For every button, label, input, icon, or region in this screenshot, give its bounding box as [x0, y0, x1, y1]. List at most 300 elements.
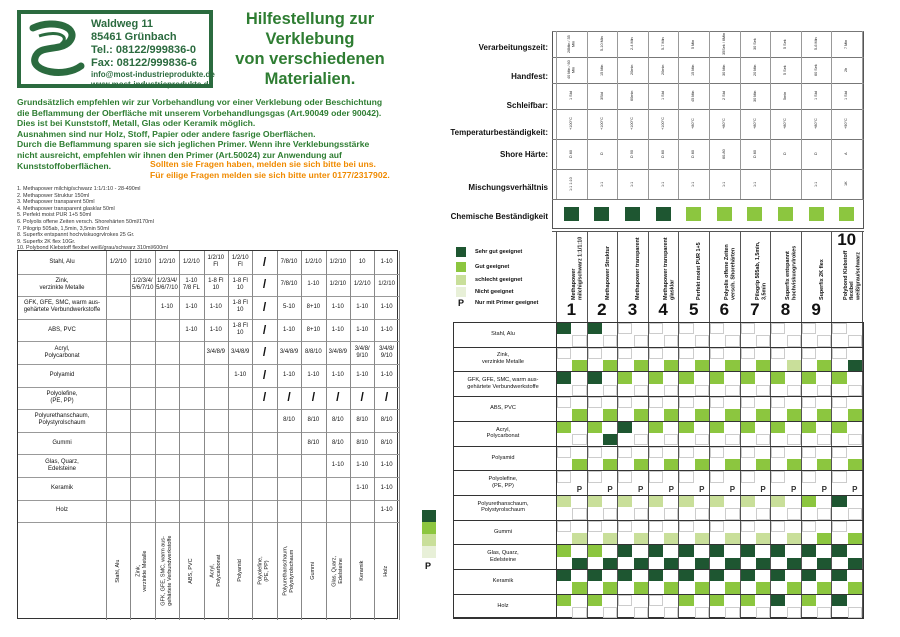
- left-matrix-cell: 8/10: [380, 439, 393, 446]
- suitability-cell: [634, 360, 648, 371]
- left-matrix-cell: 1-8 Fl 10: [232, 323, 248, 337]
- suitability-cell: [710, 496, 724, 507]
- left-matrix-cell: 1-10: [234, 371, 247, 378]
- suitability-cell: [817, 533, 831, 544]
- suitability-cell: [572, 409, 586, 420]
- suitability-cell: [787, 459, 801, 470]
- suitability-cell: [695, 582, 709, 593]
- left-matrix-cell: 1-10: [356, 462, 369, 469]
- suitability-cell: [756, 360, 770, 371]
- suitability-cell: [649, 521, 663, 532]
- property-value: 1:1: [630, 181, 635, 187]
- suitability-cell: [618, 570, 632, 581]
- suitability-cell: [588, 372, 602, 383]
- left-matrix-cell: 1-10: [380, 507, 393, 514]
- suitability-cell: [802, 397, 816, 408]
- product-number: 1: [566, 300, 577, 319]
- suitability-cell: [618, 323, 632, 334]
- suitability-cell: [725, 558, 739, 569]
- suitability-cell: [817, 434, 831, 445]
- left-matrix-cell: /: [384, 390, 389, 405]
- suitability-cell: [557, 521, 571, 532]
- left-matrix-cell: 8/10: [331, 439, 344, 446]
- product-number: 9: [811, 300, 821, 319]
- suitability-cell: [817, 508, 831, 519]
- suitability-cell: [802, 471, 816, 482]
- suitability-cell: [588, 471, 602, 482]
- left-col-label: Polyamid: [236, 559, 243, 583]
- suitability-cell: [588, 397, 602, 408]
- property-col-divider: [678, 31, 679, 199]
- left-matrix-cell: 1-10: [307, 281, 320, 288]
- suitability-cell: [848, 508, 862, 519]
- left-matrix-cell: 10: [358, 258, 366, 265]
- property-value: 5-6 Min: [813, 37, 818, 51]
- suitability-cell: [787, 434, 801, 445]
- suitability-cell: [771, 372, 785, 383]
- property-value: 2 Std: [722, 91, 727, 101]
- grid-row-divider: [453, 618, 864, 619]
- legend-swatch: [456, 275, 466, 285]
- suitability-cell: [618, 521, 632, 532]
- suitability-cell: [741, 422, 755, 433]
- product-number: 4: [658, 300, 668, 319]
- left-col-label: Glas, Quarz, Edelsteine: [331, 555, 344, 587]
- suitability-cell: [802, 521, 816, 532]
- suitability-cell: [664, 558, 678, 569]
- property-value: 1K: [844, 181, 849, 187]
- legend-swatch: [456, 247, 466, 257]
- suitability-cell: [756, 385, 770, 396]
- property-value: 45 Min: [691, 90, 696, 102]
- suitability-cell: [741, 348, 755, 359]
- suitability-cell: [664, 335, 678, 346]
- suitability-cell: [679, 323, 693, 334]
- property-value: +80°C: [722, 118, 727, 130]
- suitability-cell: [618, 348, 632, 359]
- product-column-name: Polyolis offene Zeiten versch. Shorehärten: [724, 244, 737, 300]
- property-value: 5min: [783, 91, 788, 101]
- suitability-cell: [557, 545, 571, 556]
- grid-row-label: GFK, GFE, SMC, warm aus- gehärtete Verbundwerkstoffe: [467, 377, 539, 390]
- suitability-cell: [603, 434, 617, 445]
- suitability-cell: [771, 595, 785, 606]
- suitability-cell: [802, 447, 816, 458]
- property-label: Handfest:: [511, 72, 548, 81]
- left-matrix-cell: 1-10: [185, 303, 198, 310]
- product-column-name: Polybond Klebstoff flexibel weiß/grau/schwarz: [843, 250, 862, 300]
- suitability-cell: [817, 459, 831, 470]
- grid-row-label: Zink, verzinkte Metalle: [482, 352, 524, 366]
- property-value: D 80: [752, 149, 757, 159]
- suitability-cell: [572, 533, 586, 544]
- suitability-cell: P: [848, 484, 862, 495]
- product-number: 8: [780, 300, 791, 319]
- property-value: 60min: [630, 90, 635, 102]
- product-list-item: 4. Methapower transparent glasklar 50ml: [17, 205, 115, 212]
- property-col-divider: [831, 31, 832, 199]
- product-number: 6: [719, 300, 730, 319]
- suitability-cell: [664, 508, 678, 519]
- property-value: +80°C: [752, 118, 757, 130]
- chemical-resistance-swatch: [809, 207, 824, 221]
- property-value: 15 Min: [691, 64, 696, 76]
- product-list-item: 5. Perfekt moist PUR 1+5 50ml: [17, 212, 92, 219]
- property-col-divider: [617, 31, 618, 199]
- suitability-cell: [787, 360, 801, 371]
- left-matrix-cell: /: [262, 345, 267, 360]
- suitability-cell: [557, 422, 571, 433]
- product-column-name: Pilogrip 505ab, 1,5min, 3,5min: [754, 241, 767, 300]
- suitability-cell: [603, 533, 617, 544]
- property-value: A: [844, 152, 849, 156]
- left-matrix-cell: 1-10: [356, 371, 369, 378]
- property-value: 1:1: [691, 181, 696, 187]
- property-value: +100°C: [599, 117, 604, 131]
- suitability-cell: [848, 459, 862, 470]
- left-col-label: Acryl, Polycarbonat: [209, 555, 222, 588]
- suitability-cell: [603, 558, 617, 569]
- phone: Tel.: 08122/999836-0: [91, 44, 196, 56]
- product-number: 2: [597, 300, 607, 319]
- suitability-cell: [741, 545, 755, 556]
- suitability-cell: [756, 508, 770, 519]
- left-matrix-cell: /: [336, 390, 340, 405]
- suitability-cell: [695, 434, 709, 445]
- property-value: 35Sek / 6Min: [722, 32, 727, 56]
- suitability-cell: [725, 409, 739, 420]
- suitability-cell: [771, 545, 785, 556]
- property-value: 1:1: [752, 181, 757, 187]
- left-col-label: Polyurethanschaum, Polystyrolschaum: [282, 546, 295, 597]
- legend-swatch: [456, 262, 466, 272]
- suitability-cell: [771, 422, 785, 433]
- suitability-cell: [664, 607, 678, 618]
- suitability-cell: [756, 558, 770, 569]
- grid-row-label: Holz: [497, 602, 509, 609]
- suitability-cell: P: [817, 484, 831, 495]
- suitability-cell: [802, 372, 816, 383]
- left-matrix-cell: 1-10: [331, 462, 344, 469]
- left-matrix-cell: /: [262, 390, 267, 405]
- property-value: 20min: [660, 64, 665, 76]
- property-value: 26Min / 35 Min: [566, 35, 576, 53]
- left-matrix-cell: 1/2/10: [158, 258, 176, 265]
- suitability-cell: [588, 496, 602, 507]
- suitability-cell: [679, 521, 693, 532]
- suitability-cell: [725, 360, 739, 371]
- suitability-cell: [695, 360, 709, 371]
- suitability-cell: [695, 385, 709, 396]
- left-matrix-cell: 1-8 Fl 10: [232, 300, 248, 314]
- left-matrix-cell: 1-10: [356, 484, 369, 491]
- suitability-cell: [588, 348, 602, 359]
- suitability-cell: [664, 385, 678, 396]
- suitability-cell: [572, 558, 586, 569]
- property-value: D 80: [691, 149, 696, 159]
- title-line: von verschiedenen: [235, 50, 385, 68]
- property-value: 5 Sek: [783, 39, 788, 49]
- suitability-cell: [787, 385, 801, 396]
- grid-row-label: Polyamid: [491, 454, 515, 461]
- property-value: 5-7 Min: [660, 37, 665, 51]
- left-matrix-cell: 8/10: [356, 439, 369, 446]
- suitability-cell: [557, 447, 571, 458]
- suitability-cell: [787, 508, 801, 519]
- product-column-name: Methapower transparent glasklar: [662, 237, 676, 300]
- property-value: 60-80: [722, 149, 727, 159]
- suitability-cell: [618, 372, 632, 383]
- email-link[interactable]: info@most-industrieprodukte.de: [91, 70, 215, 79]
- suitability-cell: [603, 508, 617, 519]
- suitability-cell: P: [603, 484, 617, 495]
- suitability-cell: [557, 372, 571, 383]
- suitability-cell: [817, 558, 831, 569]
- property-value: 1:1: [599, 181, 604, 187]
- left-matrix-cell: 1-10: [380, 303, 393, 310]
- chemical-resistance-swatch: [839, 207, 854, 221]
- suitability-cell: [679, 595, 693, 606]
- suitability-cell: [634, 385, 648, 396]
- suitability-cell: [618, 397, 632, 408]
- left-row-label: GFK, GFE, SMC, warm aus- gehärtete Verbundwerkstoffe: [23, 300, 101, 314]
- property-value: 20min: [630, 64, 635, 76]
- property-value: 1 Std: [813, 91, 818, 101]
- suitability-cell: [848, 582, 862, 593]
- left-matrix-cell: 7/8/10: [280, 281, 298, 288]
- suitability-cell: [832, 397, 846, 408]
- suitability-cell: [832, 323, 846, 334]
- suitability-cell: [649, 496, 663, 507]
- property-value: 1 Std: [569, 91, 574, 101]
- grid-row-label: Gummi: [493, 528, 513, 535]
- left-matrix-cell: /: [262, 322, 267, 337]
- suitability-cell: [603, 335, 617, 346]
- suitability-cell: [588, 323, 602, 334]
- left-row-label: Gummi: [52, 439, 72, 446]
- suitability-cell: [634, 533, 648, 544]
- intro-line: Grundsätzlich empfehlen wir zur Vorbehandlung vor einer Verklebung oder Beschichtung: [17, 97, 383, 107]
- left-row-label: Zink, verzinkte Metalle: [39, 277, 85, 291]
- suitability-cell: [725, 533, 739, 544]
- intro-line: Durch die Beflammung sparen sie sich jeglichen Primer. Wenn ihre Verklebungsstärke: [17, 139, 370, 150]
- left-matrix-cell: /: [262, 367, 267, 382]
- property-value: 1:1: [660, 181, 665, 187]
- suitability-cell: [618, 447, 632, 458]
- suitability-cell: [618, 496, 632, 507]
- property-value: 1:1 1:10: [569, 177, 574, 191]
- suitability-cell: [664, 459, 678, 470]
- suitability-cell: [618, 595, 632, 606]
- left-matrix-cell: 8/10: [356, 416, 369, 423]
- suitability-cell: [695, 607, 709, 618]
- product-column-name: Superfix 2K flex: [818, 259, 825, 300]
- suitability-cell: [802, 422, 816, 433]
- suitability-cell: [664, 434, 678, 445]
- title-line: Materialien.: [264, 70, 356, 88]
- suitability-cell: [832, 570, 846, 581]
- suitability-cell: [832, 348, 846, 359]
- left-matrix-cell: 1/2/10: [378, 281, 395, 288]
- suitability-cell: [679, 397, 693, 408]
- suitability-cell: [634, 558, 648, 569]
- suitability-cell: [649, 323, 663, 334]
- left-matrix-cell: 1-10: [282, 371, 295, 378]
- left-col-label: GFK, GFE, SMC, warm aus- gehärtete Verbundwerkstoffe: [160, 535, 173, 607]
- left-matrix-cell: /: [287, 390, 291, 405]
- property-value: 1:1: [813, 181, 818, 187]
- suitability-cell: [802, 545, 816, 556]
- property-value: +80°C: [691, 118, 696, 130]
- suitability-cell: [741, 471, 755, 482]
- suitability-cell: [756, 533, 770, 544]
- fax: Fax: 08122/999836-6: [91, 57, 197, 69]
- suitability-cell: [664, 409, 678, 420]
- suitability-cell: [771, 496, 785, 507]
- left-matrix-cell: 8+10: [306, 303, 321, 310]
- website-link[interactable]: www.most-industrieprodukte.de: [91, 80, 213, 89]
- suitability-cell: [832, 545, 846, 556]
- suitability-cell: [817, 385, 831, 396]
- left-matrix-cell: 8/10: [307, 439, 320, 446]
- suitability-cell: [725, 607, 739, 618]
- suitability-cell: [832, 595, 846, 606]
- product-list-item: 7. Pilogrip 505ab, 1,5min, 3,5min 50ml: [17, 225, 109, 232]
- suitability-cell: [817, 607, 831, 618]
- suitability-cell: [679, 545, 693, 556]
- left-matrix-cell: 3/4/8/9: [279, 349, 299, 356]
- suitability-cell: [649, 471, 663, 482]
- suitability-cell: [588, 595, 602, 606]
- suitability-cell: [679, 447, 693, 458]
- property-col-divider: [648, 31, 649, 199]
- legend-swatch: [456, 287, 466, 297]
- suitability-cell: [848, 434, 862, 445]
- property-value: 40 Min / 60 Min: [566, 60, 576, 80]
- suitability-cell: [771, 348, 785, 359]
- suitability-cell: [725, 508, 739, 519]
- left-matrix-cell: 3/4/8/ 9/10: [379, 345, 395, 359]
- property-label: Shore Härte:: [499, 150, 548, 159]
- suitability-cell: [572, 459, 586, 470]
- suitability-cell: P: [572, 484, 586, 495]
- left-matrix-cell: 1-10: [380, 371, 393, 378]
- property-label: Verarbeitungszeit:: [478, 43, 548, 52]
- product-column-name: Superfix entspannt hochviskuogrvlrokes: [785, 245, 798, 300]
- street: Waldweg 11: [91, 18, 153, 30]
- suitability-cell: [725, 335, 739, 346]
- suitability-cell: [817, 360, 831, 371]
- suitability-cell: [649, 447, 663, 458]
- legend-swatch: P: [457, 298, 464, 308]
- suitability-cell: [802, 496, 816, 507]
- property-value: 15 Min: [599, 64, 604, 76]
- property-value: +80°C: [783, 118, 788, 130]
- property-row-divider: [552, 199, 864, 200]
- suitability-cell: [848, 385, 862, 396]
- suitability-cell: [771, 397, 785, 408]
- property-col-divider: [587, 31, 588, 199]
- product-list-item: 3. Methapower transparent 50ml: [17, 199, 95, 206]
- product-list-item: 10. Polybond Klebstoff flexibel weiß/grau/schwarz 310ml/600ml: [17, 245, 168, 252]
- left-row-label: Polyurethanschaum, Polystyrolschaum: [34, 413, 90, 427]
- left-matrix-cell: 8/10: [307, 416, 320, 423]
- grid-row-label: Polyurethanschaum, Polystyrolschaum: [477, 500, 529, 514]
- left-matrix-cell: 1-10: [307, 371, 320, 378]
- suitability-cell: [572, 434, 586, 445]
- left-matrix-cell: 1-8 Fl 10: [208, 277, 224, 291]
- suitability-cell: [710, 595, 724, 606]
- property-value: D: [599, 152, 604, 156]
- property-col-divider: [556, 31, 557, 199]
- left-row-label: Polyamid: [49, 371, 75, 378]
- suitability-cell: [557, 323, 571, 334]
- suitability-cell: [787, 409, 801, 420]
- intro-line: Kunststoffoberflächen.: [17, 160, 112, 171]
- suitability-cell: [603, 409, 617, 420]
- left-matrix-cell: 3/4/8/9: [328, 349, 347, 356]
- suitability-cell: [756, 459, 770, 470]
- left-row-label: Holz: [55, 507, 68, 514]
- suitability-cell: [741, 570, 755, 581]
- left-matrix-cell: /: [360, 390, 364, 405]
- suitability-cell: [832, 496, 846, 507]
- contact-line: Für eilige Fragen melden sie sich bitte unter 0177/2317902.: [150, 170, 390, 180]
- suitability-cell: [618, 471, 632, 482]
- property-value: +80°C: [813, 118, 818, 130]
- suitability-cell: [557, 595, 571, 606]
- left-row-label: Glas, Quarz, Edelsteine: [45, 458, 79, 472]
- left-matrix-cell: 1/2/10: [109, 258, 127, 265]
- suitability-cell: [787, 335, 801, 346]
- left-row-label: ABS, PVC: [48, 326, 76, 333]
- suitability-cell: [710, 447, 724, 458]
- suitability-cell: [741, 397, 755, 408]
- suitability-cell: [771, 323, 785, 334]
- chemical-resistance-swatch: [778, 207, 793, 221]
- suitability-cell: [756, 409, 770, 420]
- left-row-label: Polyolefine, (PE, PP): [46, 390, 78, 404]
- chemical-resistance-swatch: [594, 207, 609, 221]
- left-matrix-cell: /: [262, 277, 267, 292]
- suitability-cell: [802, 348, 816, 359]
- property-value: +100°C: [569, 117, 574, 131]
- left-matrix-cell: /: [262, 299, 267, 314]
- left-matrix-cell: 1/2/10: [329, 258, 347, 265]
- suitability-cell: [710, 372, 724, 383]
- property-col-divider: [740, 31, 741, 199]
- suitability-cell: [832, 422, 846, 433]
- suitability-cell: [848, 360, 862, 371]
- left-matrix-cell: 1-10: [380, 484, 393, 491]
- suitability-cell: P: [756, 484, 770, 495]
- left-row-label: Stahl, Alu: [49, 258, 75, 265]
- suitability-cell: [741, 447, 755, 458]
- suitability-cell: [664, 582, 678, 593]
- suitability-cell: [695, 533, 709, 544]
- property-value: 1:1: [722, 181, 727, 187]
- left-matrix-cell: 3/4/8/ 9/10: [354, 345, 370, 359]
- property-value: +100°C: [660, 117, 665, 131]
- product-number: 7: [750, 300, 760, 319]
- suitability-cell: [787, 582, 801, 593]
- left-col-label: Stahl, Alu: [114, 559, 121, 583]
- suitability-cell: [725, 459, 739, 470]
- suitability-cell: [787, 533, 801, 544]
- left-matrix-cell: 7/8/10: [280, 258, 298, 265]
- suitability-cell: [679, 422, 693, 433]
- left-col-label: Holz: [383, 565, 390, 577]
